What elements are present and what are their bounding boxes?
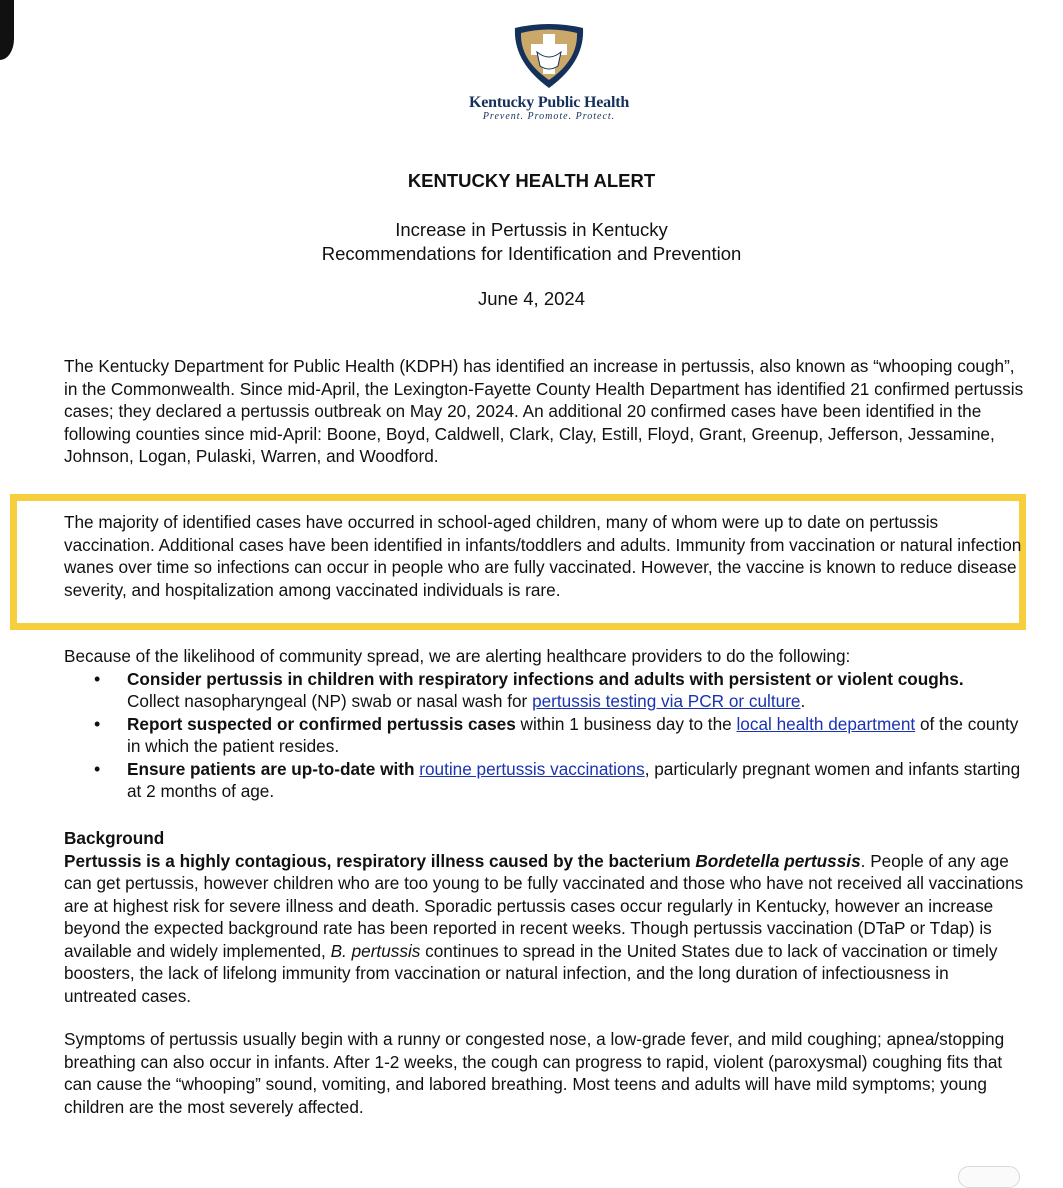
logo-name: Kentucky Public Health — [468, 94, 630, 111]
item-bold: Consider pertussis in children with respiratory infections and adults with persistent or violent coughs. — [127, 668, 964, 689]
intro-paragraph: The Kentucky Department for Public Health (KDPH) has identified an increase in pertussis, also known as “whooping cough”, in the Commonwealth. Since mid-April, the Lexington-Fayette County Health Department has identified 21 confirmed pertussis cases; they declared a pertussis outbreak on May 20, 2024. An additional 20 confirmed cases have been identified in the following counties since mid-April: Boone, Boyd, Caldwell, Clark, Clay, Estill, Floyd, Grant, Greenup, Jefferson, Jessamine, Johnson, Logan, Pulaski, Warren, and Woodford. — [64, 356, 1024, 466]
background-section — [64, 827, 1024, 1007]
shield-cross-icon — [511, 22, 587, 90]
list-item — [64, 713, 1024, 758]
kentucky-public-health-logo — [444, 22, 654, 128]
item-bold: Report suspected or confirmed pertussis cases — [127, 713, 516, 734]
alert-date: June 4, 2024 — [478, 288, 585, 309]
alert-title: KENTUCKY HEALTH ALERT — [407, 170, 656, 191]
background-lead-end: . — [860, 850, 866, 871]
logo-tagline: Prevent. Promote. Protect. — [482, 111, 616, 122]
background-text-1: People of any age can get pertussis, however children who are too young to be fully vaccinated and those who have not received all vaccinations are at highest risk for severe illness and death. Sporadic pertussis cases occur regularly in Kentucky, however an increase beyond the expected background rate has been reported in recent weeks. Though pertussis vaccination (DTaP or Tdap) is available and widely implemented, — [64, 850, 1024, 961]
background-italic: B. pertussis — [330, 940, 421, 961]
background-text-2: continues to spread in the United States due to lack of vaccination or timely boosters, the lack of lifelong immunity from vaccination or natural infection, and the long duration of infectiousness in untreated cases. — [64, 940, 998, 1006]
list-item — [64, 668, 1024, 713]
subtitle-line-1: Increase in Pertussis in Kentucky — [395, 219, 668, 240]
recommendations-lead: Because of the likelihood of community spread, we are alerting healthcare providers to do the following: — [64, 646, 851, 666]
highlighted-paragraph: The majority of identified cases have occurred in school-aged children, many of whom were up to date on pertussis vaccination. Additional cases have been identified in infants/toddlers and adults. Immunity from vaccination or natural infection wanes over time so infections can occur in people who are fully vaccinated. However, the vaccine is known to reduce disease severity, and hospitalization among vaccinated individuals is rare. — [64, 512, 1022, 600]
symptoms-paragraph: Symptoms of pertussis usually begin with a runny or congested nose, a low-grade fever, and mild coughing; apnea/stopping breathing can also occur in infants. After 1-2 weeks, the cough can progress to rapid, violent (paroxysmal) coughing fits that can cause the “whooping” sound, vomiting, and labored breathing. Most teens and adults will have mild symptoms; young children are the most severely affected. — [64, 1029, 1005, 1117]
routine-vaccinations-link[interactable]: routine pertussis vaccinations — [419, 758, 645, 779]
item-end: of the county in which the patient resides. — [127, 713, 1019, 756]
list-item — [64, 758, 1024, 803]
pertussis-testing-link[interactable]: pertussis testing via PCR or culture — [532, 691, 801, 711]
subtitle-line-2: Recommendations for Identification and Prevention — [321, 243, 742, 264]
item-end: , particularly pregnant women and infants starting at 2 months of age. — [127, 758, 1021, 801]
background-heading: Background — [64, 828, 165, 848]
alert-subtitle — [0, 218, 1063, 266]
page-corner-badge — [958, 1166, 1020, 1188]
item-text: Collect nasopharyngeal (NP) swab or nasal wash for — [127, 691, 528, 711]
bacterium-name: Bordetella pertussis — [695, 850, 861, 871]
item-bold: Ensure patients are up-to-date with — [127, 758, 415, 779]
local-health-department-link[interactable]: local health department — [736, 713, 916, 734]
item-end: . — [800, 691, 806, 711]
page-edge-shadow — [0, 0, 14, 60]
background-lead: Pertussis is a highly contagious, respiratory illness caused by the bacterium — [64, 850, 691, 871]
item-text: within 1 business day to the — [520, 713, 732, 734]
recommendations-list — [64, 668, 1024, 803]
recommendations-section — [64, 645, 1024, 803]
